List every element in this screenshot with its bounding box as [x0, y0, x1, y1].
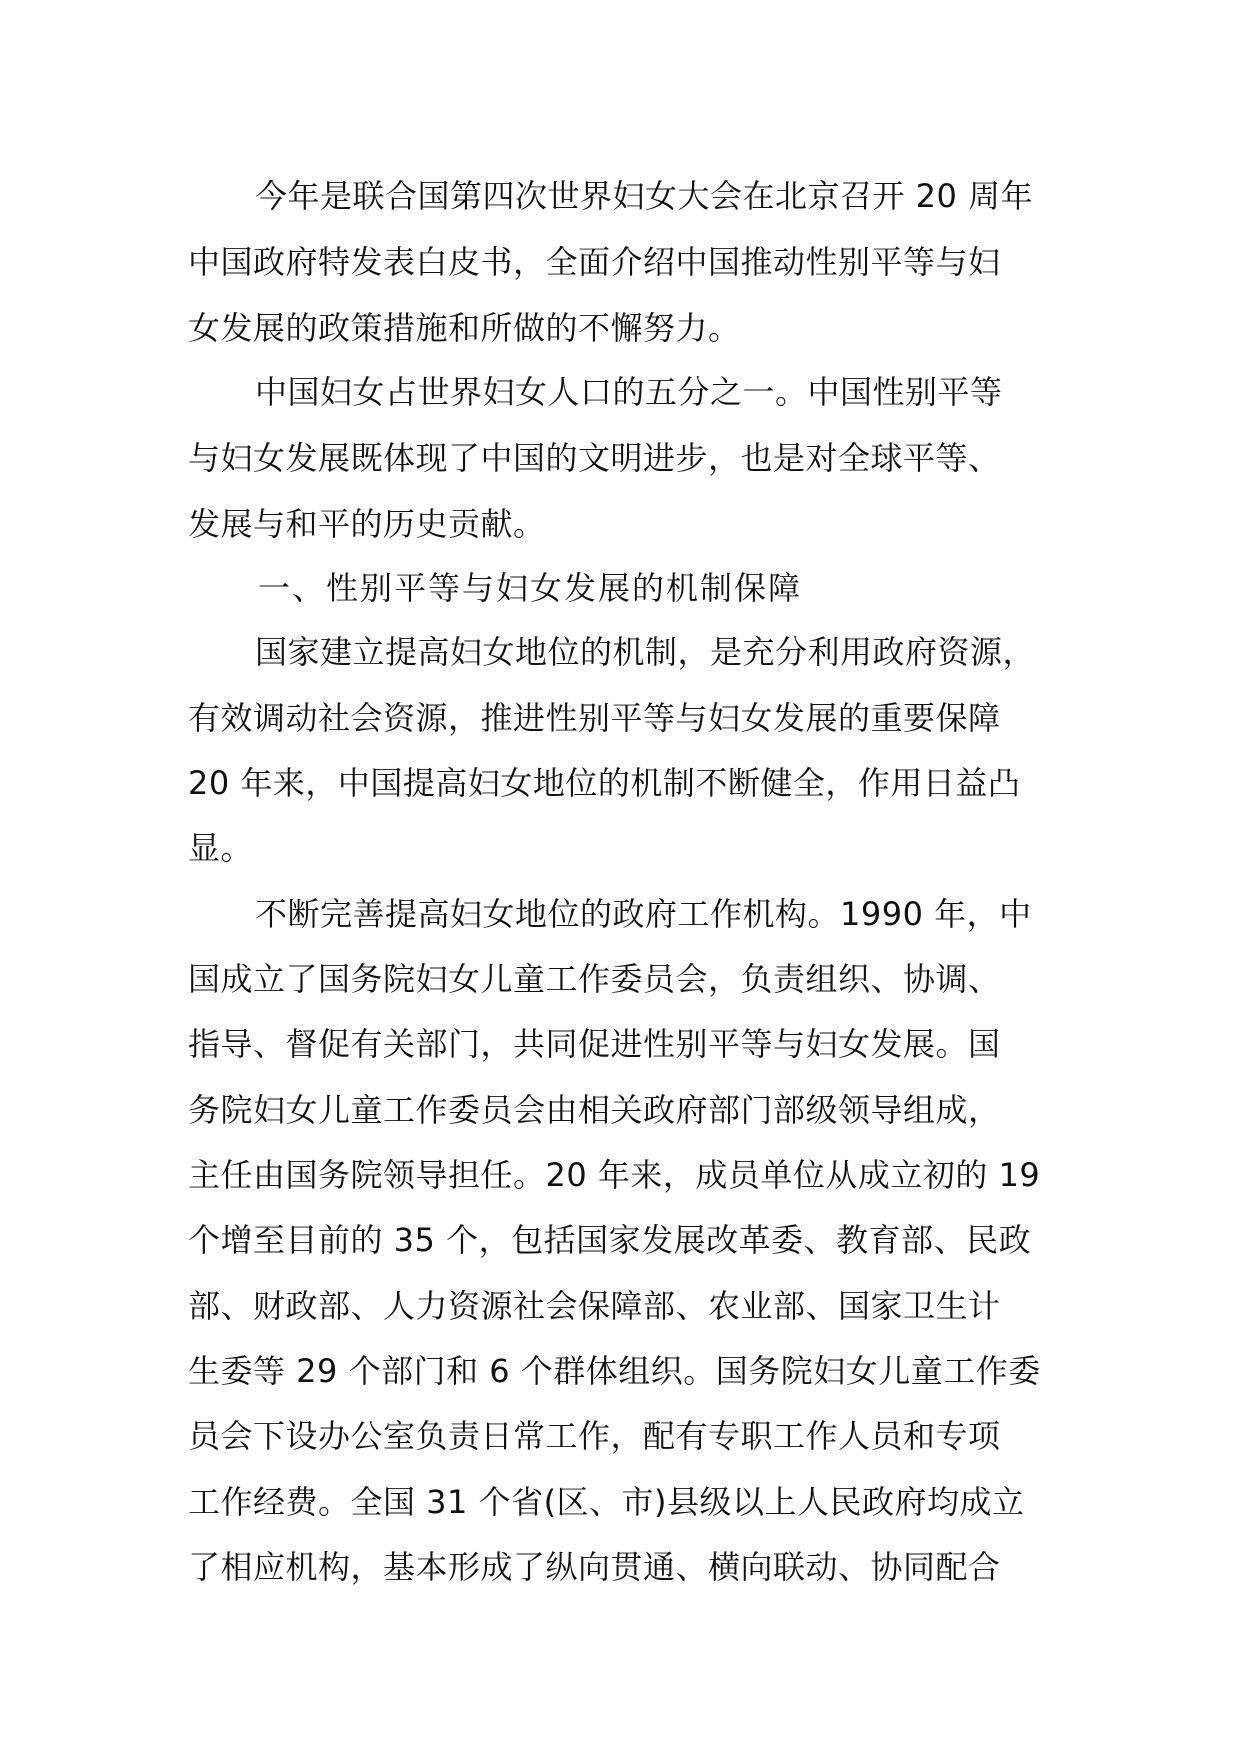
paragraph-2-line-1: 中国妇女占世界妇女人口的五分之一。中国性别平等 — [255, 373, 1003, 411]
paragraph-4-line-3: 指导、督促有关部门，共同促进性别平等与妇女发展。国 — [188, 1025, 1001, 1063]
section-heading: 一、性别平等与妇女发展的机制保障 — [258, 569, 803, 607]
paragraph-3-line-1: 国家建立提高妇女地位的机制，是充分利用政府资源， — [255, 633, 1036, 671]
paragraph-1-line-3: 女发展的政策措施和所做的不懈努力。 — [188, 309, 741, 347]
paragraph-4-line-7: 部、财政部、人力资源社会保障部、农业部、国家卫生计 — [188, 1287, 1001, 1325]
paragraph-4-line-4: 务院妇女儿童工作委员会由相关政府部门部级领导组成， — [188, 1091, 1001, 1129]
paragraph-3-line-2: 有效调动社会资源，推进性别平等与妇女发展的重要保障 — [188, 699, 1001, 737]
paragraph-2-line-3: 发展与和平的历史贡献。 — [188, 505, 546, 543]
paragraph-4-line-6: 个增至目前的 35 个，包括国家发展改革委、教育部、民政 — [188, 1221, 1032, 1259]
paragraph-1-line-1: 今年是联合国第四次世界妇女大会在北京召开 20 周年 — [255, 177, 1034, 215]
paragraph-1-line-2: 中国政府特发表白皮书，全面介绍中国推动性别平等与妇 — [188, 243, 1001, 281]
paragraph-4-line-1: 不断完善提高妇女地位的政府工作机构。1990 年，中 — [255, 895, 1032, 933]
paragraph-4-line-5: 主任由国务院领导担任。20 年来，成员单位从成立初的 19 — [188, 1156, 1041, 1194]
paragraph-3-line-4: 显。 — [188, 829, 254, 867]
paragraph-2-line-2: 与妇女发展既体现了中国的文明进步，也是对全球平等、 — [188, 439, 1001, 477]
paragraph-4-line-2: 国成立了国务院妇女儿童工作委员会，负责组织、协调、 — [188, 960, 1001, 998]
paragraph-4-line-9: 员会下设办公室负责日常工作，配有专职工作人员和专项 — [188, 1417, 1001, 1455]
paragraph-3-line-3: 20 年来，中国提高妇女地位的机制不断健全，作用日益凸 — [188, 764, 1021, 802]
paragraph-4-line-11: 了相应机构，基本形成了纵向贯通、横向联动、协同配合 — [188, 1548, 1001, 1586]
paragraph-4-line-8: 生委等 29 个部门和 6 个群体组织。国务院妇女儿童工作委 — [188, 1352, 1041, 1390]
paragraph-4-line-10: 工作经费。全国 31 个省(区、市)县级以上人民政府均成立 — [188, 1483, 1025, 1521]
